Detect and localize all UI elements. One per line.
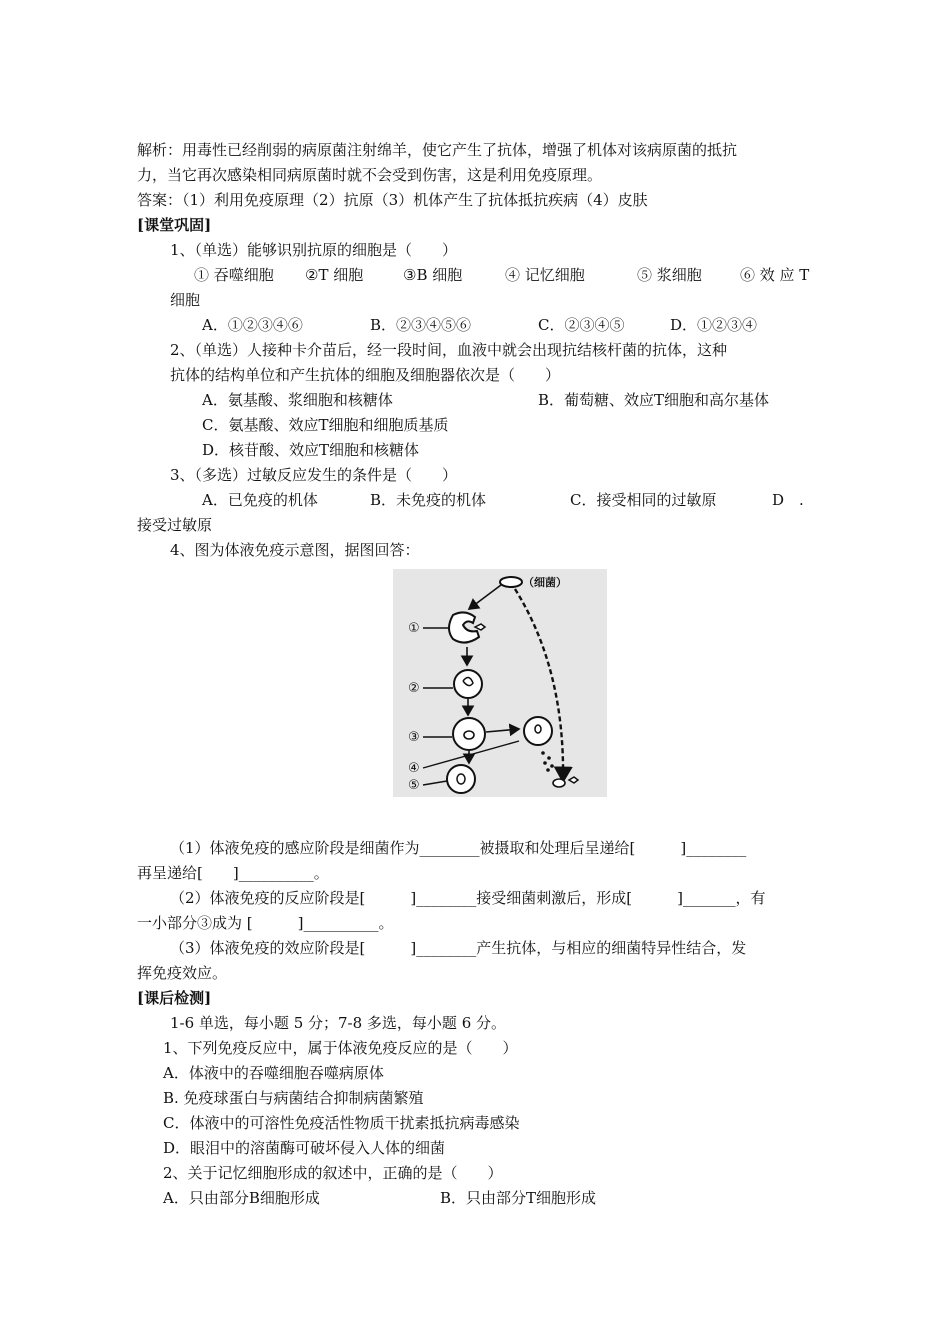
plasma-cell xyxy=(524,717,552,745)
q4-stem: 4、图为体液免疫示意图，据图回答： xyxy=(170,541,420,559)
q1-option-d: D．①②③④ xyxy=(670,316,758,334)
analysis-line-2: 力，当它再次感染相同病原菌时就不会受到伤害，这是利用免疫原理。 xyxy=(137,166,603,184)
q4-sub1-line2: 再呈递给[ ]__________。 xyxy=(137,864,329,882)
q1-item-3: ③B 细胞 xyxy=(403,266,463,284)
q2-stem-1: 2、（单选）人接种卡介苗后，经一段时间，血液中就会出现抗结核杆菌的抗体，这种 xyxy=(170,341,728,359)
post-q2-option-a: A．只由部分B细胞形成 xyxy=(163,1189,320,1207)
analysis-line-1: 解析：用毒性已经削弱的病原菌注射绵羊，使它产生了抗体，增强了机体对该病原菌的抵抗 xyxy=(137,141,738,159)
post-heading: [课后检测] xyxy=(137,989,212,1007)
memory-cell xyxy=(447,765,475,793)
q1-item-cont: 细胞 xyxy=(170,291,201,309)
q4-sub2-line1: （2）体液免疫的反应阶段是[ ]________接受细菌刺激后，形成[ ]_______，有 xyxy=(170,889,766,907)
q1-option-b: B．②③④⑤⑥ xyxy=(370,316,472,334)
q2-stem-2: 抗体的结构单位和产生抗体的细胞及细胞器依次是（ ） xyxy=(170,366,561,384)
t-cell xyxy=(454,670,482,698)
q1-item-2: ②T 细胞 xyxy=(305,266,364,284)
q2-option-b: B．葡萄糖、效应T细胞和高尔基体 xyxy=(538,391,770,409)
q3-option-a: A．已免疫的机体 xyxy=(202,491,318,509)
post-q1-option-c: C．体液中的可溶性免疫活性物质干扰素抵抗病毒感染 xyxy=(163,1114,520,1132)
post-intro: 1-6 单选，每小题 5 分；7-8 多选，每小题 6 分。 xyxy=(170,1014,507,1032)
post-q1-option-b: B. 免疫球蛋白与病菌结合抑制病菌繁殖 xyxy=(163,1089,424,1107)
fig-label-1: ① xyxy=(408,621,420,636)
fig-label-5: ⑤ xyxy=(408,778,420,793)
post-q1-option-d: D．眼泪中的溶菌酶可破坏侵入人体的细菌 xyxy=(163,1139,446,1157)
humoral-immunity-diagram xyxy=(393,569,607,797)
q1-stem: 1、（单选）能够识别抗原的细胞是（ ） xyxy=(170,241,458,259)
fig-label-bacterium: （细菌） xyxy=(523,576,567,589)
q2-option-c: C．氨基酸、效应T细胞和细胞质基质 xyxy=(202,416,449,434)
fig-label-3: ③ xyxy=(408,730,420,745)
q1-item-5: ⑤ 浆细胞 xyxy=(637,266,702,284)
q3-option-d: D . xyxy=(772,491,804,509)
answer-line: 答案：（1）利用免疫原理（2）抗原（3）机体产生了抗体抵抗疾病（4）皮肤 xyxy=(137,191,648,209)
q3-option-c: C．接受相同的过敏原 xyxy=(570,491,717,509)
post-q1-stem: 1、下列免疫反应中，属于体液免疫反应的是（ ） xyxy=(163,1039,518,1057)
post-q1-option-a: A．体液中的吞噬细胞吞噬病原体 xyxy=(163,1064,384,1082)
post-q2-stem: 2、关于记忆细胞形成的叙述中，正确的是（ ） xyxy=(163,1164,503,1182)
q2-option-a: A．氨基酸、浆细胞和核糖体 xyxy=(202,391,393,409)
b-cell xyxy=(453,718,485,750)
q2-option-d: D．核苷酸、效应T细胞和核糖体 xyxy=(202,441,420,459)
bacterium-top xyxy=(500,577,522,587)
bacterium-antibody xyxy=(553,779,565,787)
fig-label-4: ④ xyxy=(408,761,420,776)
q1-option-c: C．②③④⑤ xyxy=(538,316,625,334)
q4-sub3-line2: 挥免疫效应。 xyxy=(137,964,228,982)
classroom-heading: [课堂巩固] xyxy=(137,216,212,234)
q4-sub1-line1: （1）体液免疫的感应阶段是细菌作为________被摄取和处理后呈递给[ ]________ xyxy=(170,839,747,857)
q3-option-d-cont: 接受过敏原 xyxy=(137,516,213,534)
q1-item-1: ① 吞噬细胞 xyxy=(194,266,274,284)
q1-option-a: A．①②③④⑥ xyxy=(202,316,303,334)
fig-label-2: ② xyxy=(408,681,420,696)
q3-option-b: B．未免疫的机体 xyxy=(370,491,487,509)
q1-item-6: ⑥ 效 应 T xyxy=(740,266,810,284)
post-q2-option-b: B．只由部分T细胞形成 xyxy=(440,1189,597,1207)
q4-sub2-line2: 一小部分③成为 [ ]__________。 xyxy=(137,914,394,932)
q3-stem: 3、（多选）过敏反应发生的条件是（ ） xyxy=(170,466,458,484)
q4-sub3-line1: （3）体液免疫的效应阶段是[ ]________产生抗体，与相应的细菌特异性结合，发 xyxy=(170,939,747,957)
q1-item-4: ④ 记忆细胞 xyxy=(505,266,585,284)
